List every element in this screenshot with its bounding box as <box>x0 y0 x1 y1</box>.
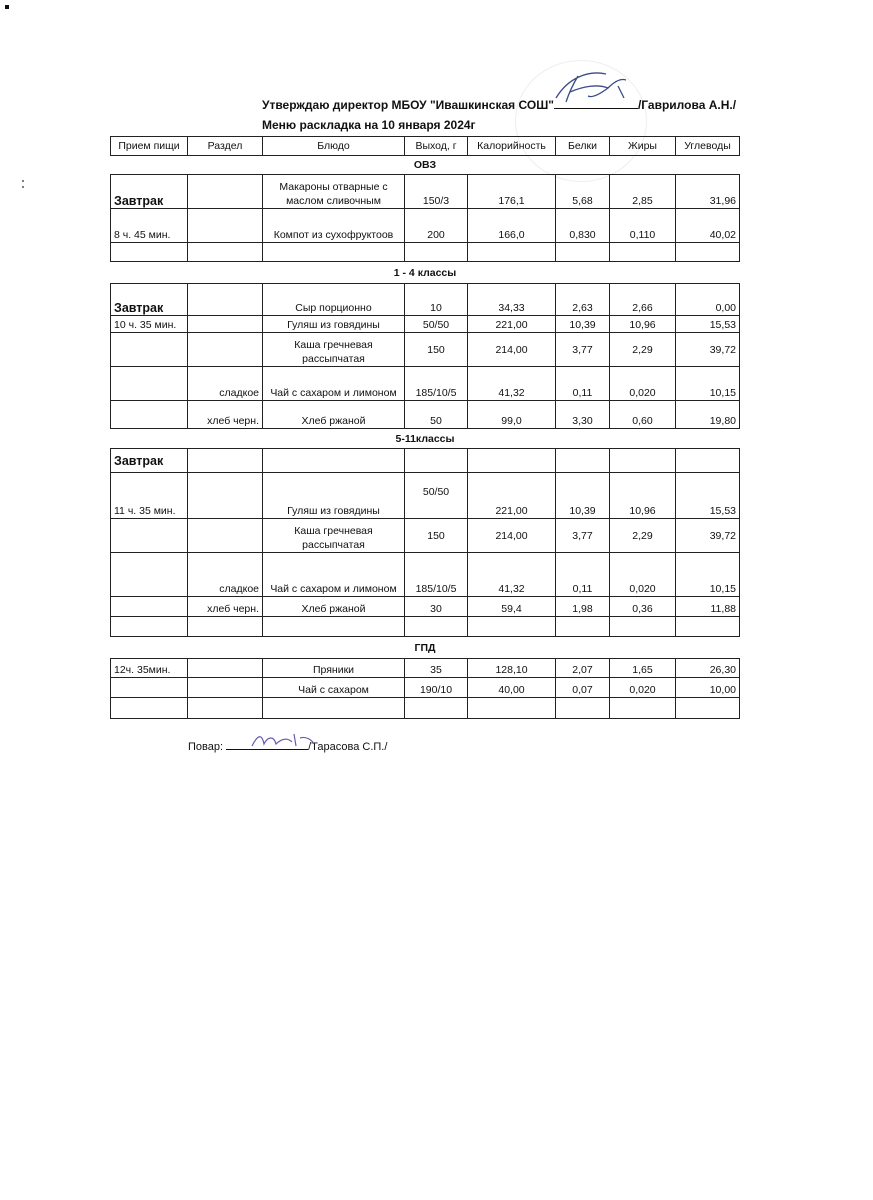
section-cell <box>188 449 263 473</box>
fat-cell: 0,020 <box>610 367 676 401</box>
section-cell <box>188 284 263 316</box>
output-cell: 50/50 <box>405 473 468 519</box>
scan-corner-mark <box>5 5 9 9</box>
header-cell: Раздел <box>188 137 263 156</box>
fat-cell: 1,65 <box>610 659 676 678</box>
kcal-cell: 221,00 <box>468 473 556 519</box>
section-label: ОВЗ <box>413 159 437 171</box>
table-row <box>111 316 740 333</box>
dish-cell: Хлеб ржаной <box>263 597 405 617</box>
dish-cell: Макароны отварные с маслом сливочным <box>263 175 405 209</box>
table-row <box>111 367 740 401</box>
table-row <box>111 175 740 209</box>
header-cell: Белки <box>556 137 610 156</box>
protein-cell: 10,39 <box>556 473 610 519</box>
protein-cell: 2,07 <box>556 659 610 678</box>
carbs-cell: 10,15 <box>676 367 740 401</box>
section-cell: хлеб черн. <box>188 597 263 617</box>
director-signature <box>548 68 638 108</box>
carbs-cell <box>676 449 740 473</box>
kcal-cell: 166,0 <box>468 209 556 243</box>
section-cell <box>188 175 263 209</box>
scan-speck <box>22 186 24 188</box>
section-heading-row <box>111 637 740 659</box>
dish-cell: Сыр порционно <box>263 284 405 316</box>
protein-cell: 3,77 <box>556 519 610 553</box>
cook-signature <box>248 728 318 752</box>
protein-cell: 0,11 <box>556 367 610 401</box>
section-cell: сладкое <box>188 367 263 401</box>
dish-cell: Гуляш из говядины <box>263 473 405 519</box>
dish-cell: Хлеб ржаной <box>263 401 405 429</box>
carbs-cell: 40,02 <box>676 209 740 243</box>
output-cell: 190/10 <box>405 678 468 698</box>
meal-cell <box>111 333 188 367</box>
meal-cell <box>111 519 188 553</box>
header-cell: Прием пищи <box>111 137 188 156</box>
section-label: 1 - 4 классы <box>393 266 457 279</box>
empty-row <box>111 243 740 262</box>
kcal-cell: 99,0 <box>468 401 556 429</box>
carbs-cell: 15,53 <box>676 316 740 333</box>
meal-cell <box>111 597 188 617</box>
output-cell: 50/50 <box>405 316 468 333</box>
section-cell <box>188 678 263 698</box>
output-cell: 150 <box>405 333 468 367</box>
protein-cell: 3,30 <box>556 401 610 429</box>
protein-cell: 3,77 <box>556 333 610 367</box>
fat-cell: 10,96 <box>610 316 676 333</box>
section-label: ГПД <box>414 641 436 654</box>
meal-cell <box>111 367 188 401</box>
header-cell: Жиры <box>610 137 676 156</box>
output-cell: 185/10/5 <box>405 553 468 597</box>
meal-cell <box>111 553 188 597</box>
section-heading-row <box>111 262 740 284</box>
table-row <box>111 597 740 617</box>
meal-cell: 10 ч. 35 мин. <box>111 316 188 333</box>
fat-cell: 2,29 <box>610 333 676 367</box>
table-row <box>111 519 740 553</box>
empty-row <box>111 617 740 637</box>
section-cell <box>188 209 263 243</box>
output-cell: 35 <box>405 659 468 678</box>
output-cell: 150 <box>405 519 468 553</box>
protein-cell <box>556 449 610 473</box>
table-row <box>111 449 740 473</box>
approval-text: Утверждаю директор МБОУ "Ивашкинская СОШ" <box>262 98 554 112</box>
table-row <box>111 209 740 243</box>
output-cell: 10 <box>405 284 468 316</box>
protein-cell: 5,68 <box>556 175 610 209</box>
kcal-cell: 128,10 <box>468 659 556 678</box>
fat-cell: 10,96 <box>610 473 676 519</box>
dish-cell <box>263 449 405 473</box>
kcal-cell: 214,00 <box>468 333 556 367</box>
meal-cell: Завтрак <box>111 175 188 209</box>
output-cell: 50 <box>405 401 468 429</box>
section-cell <box>188 519 263 553</box>
empty-row <box>111 698 740 719</box>
section-cell <box>188 659 263 678</box>
output-cell: 200 <box>405 209 468 243</box>
section-cell <box>188 316 263 333</box>
table-row <box>111 473 740 519</box>
fat-cell: 0,020 <box>610 678 676 698</box>
fat-cell: 0,36 <box>610 597 676 617</box>
menu-table <box>110 136 740 719</box>
section-cell: хлеб черн. <box>188 401 263 429</box>
cook-label: Повар: <box>188 741 224 753</box>
table-row <box>111 678 740 698</box>
table-row <box>111 333 740 367</box>
carbs-cell: 39,72 <box>676 519 740 553</box>
fat-cell: 0,020 <box>610 553 676 597</box>
kcal-cell <box>468 449 556 473</box>
section-heading-row <box>111 156 740 175</box>
header-cell: Выход, г <box>405 137 468 156</box>
kcal-cell: 41,32 <box>468 367 556 401</box>
carbs-cell: 11,88 <box>676 597 740 617</box>
approval-line <box>262 96 736 112</box>
meal-cell: Завтрак <box>111 284 188 316</box>
protein-cell: 0,07 <box>556 678 610 698</box>
fat-cell: 0,60 <box>610 401 676 429</box>
section-cell <box>188 333 263 367</box>
carbs-cell: 39,72 <box>676 333 740 367</box>
fat-cell: 2,85 <box>610 175 676 209</box>
protein-cell: 2,63 <box>556 284 610 316</box>
cook-name: /Тарасова С.П./ <box>308 741 388 753</box>
output-cell: 30 <box>405 597 468 617</box>
header-cell: Углеводы <box>676 137 740 156</box>
kcal-cell: 40,00 <box>468 678 556 698</box>
dish-cell: Каша гречневая рассыпчатая <box>263 333 405 367</box>
protein-cell: 1,98 <box>556 597 610 617</box>
carbs-cell: 10,15 <box>676 553 740 597</box>
section-cell <box>188 473 263 519</box>
kcal-cell: 41,32 <box>468 553 556 597</box>
table-header-row <box>111 137 740 156</box>
meal-cell: Завтрак <box>111 449 188 473</box>
protein-cell: 0,830 <box>556 209 610 243</box>
dish-cell: Чай с сахаром и лимоном <box>263 367 405 401</box>
section-heading-row <box>111 429 740 449</box>
carbs-cell: 0,00 <box>676 284 740 316</box>
dish-cell: Пряники <box>263 659 405 678</box>
table-row <box>111 401 740 429</box>
carbs-cell: 26,30 <box>676 659 740 678</box>
carbs-cell: 10,00 <box>676 678 740 698</box>
output-cell <box>405 449 468 473</box>
fat-cell: 0,110 <box>610 209 676 243</box>
kcal-cell: 34,33 <box>468 284 556 316</box>
protein-cell: 0,11 <box>556 553 610 597</box>
kcal-cell: 176,1 <box>468 175 556 209</box>
section-cell: сладкое <box>188 553 263 597</box>
fat-cell <box>610 449 676 473</box>
meal-cell: 8 ч. 45 мин. <box>111 209 188 243</box>
meal-cell: 11 ч. 35 мин. <box>111 473 188 519</box>
meal-cell <box>111 401 188 429</box>
dish-cell: Гуляш из говядины <box>263 316 405 333</box>
kcal-cell: 221,00 <box>468 316 556 333</box>
carbs-cell: 19,80 <box>676 401 740 429</box>
scan-speck <box>22 180 24 182</box>
dish-cell: Чай с сахаром <box>263 678 405 698</box>
kcal-cell: 59,4 <box>468 597 556 617</box>
dish-cell: Компот из сухофруктоов <box>263 209 405 243</box>
header-cell: Блюдо <box>263 137 405 156</box>
approval-name: /Гаврилова А.Н./ <box>637 98 737 112</box>
kcal-cell: 214,00 <box>468 519 556 553</box>
section-label: 5-11классы <box>395 432 455 445</box>
meal-cell: 12ч. 35мин. <box>111 659 188 678</box>
header-cell: Калорийность <box>468 137 556 156</box>
table-row <box>111 284 740 316</box>
table-row <box>111 659 740 678</box>
carbs-cell: 15,53 <box>676 473 740 519</box>
output-cell: 185/10/5 <box>405 367 468 401</box>
carbs-cell: 31,96 <box>676 175 740 209</box>
meal-cell <box>111 678 188 698</box>
protein-cell: 10,39 <box>556 316 610 333</box>
fat-cell: 2,66 <box>610 284 676 316</box>
fat-cell: 2,29 <box>610 519 676 553</box>
output-cell: 150/3 <box>405 175 468 209</box>
menu-title: Меню раскладка на 10 января 2024г <box>262 118 476 132</box>
dish-cell: Чай с сахаром и лимоном <box>263 553 405 597</box>
table-row <box>111 553 740 597</box>
dish-cell: Каша гречневая рассыпчатая <box>263 519 405 553</box>
